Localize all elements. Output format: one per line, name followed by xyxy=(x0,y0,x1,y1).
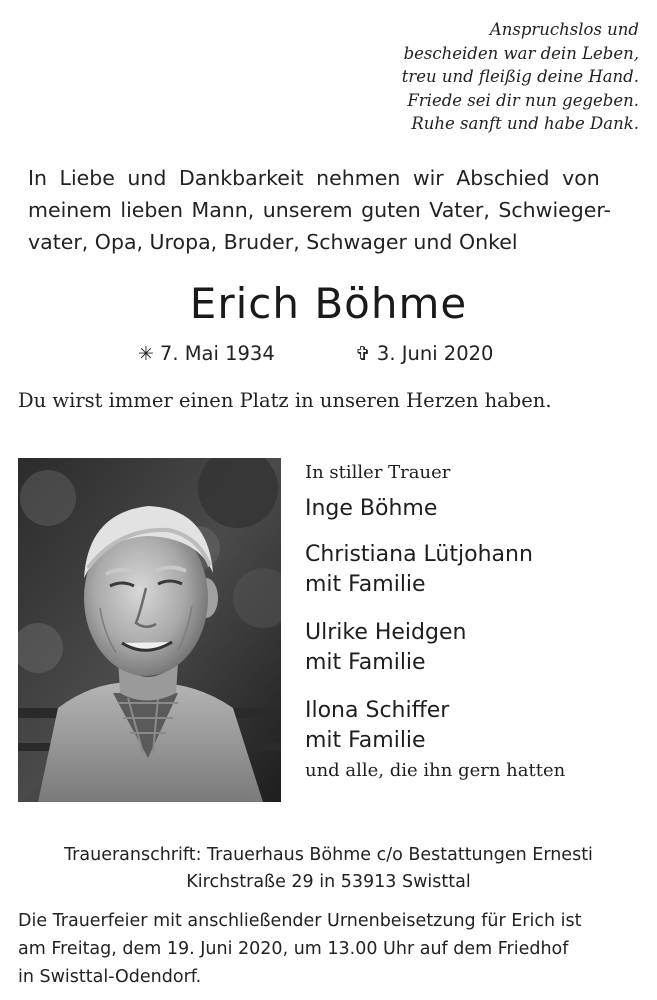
ceremony-line: Die Trauerfeier mit anschließender Urnenbeisetzung für Erich ist xyxy=(18,911,582,931)
intro-line: meinem lieben Mann, unserem guten Vater, Schwieger- xyxy=(28,198,611,222)
mourners-list xyxy=(305,460,645,784)
death-date xyxy=(355,340,493,368)
mourner-name: Ilona Schiffer xyxy=(305,698,450,723)
mourning-address xyxy=(0,842,657,896)
poem xyxy=(309,18,639,136)
poem-line: bescheiden war dein Leben, xyxy=(403,43,639,63)
ceremony-info xyxy=(18,907,640,991)
mourner-name: Ulrike Heidgen xyxy=(305,620,467,645)
mourners-closing: und alle, die ihn gern hatten xyxy=(305,760,566,781)
mourner-name: Inge Böhme xyxy=(305,496,438,521)
address-line: Traueranschrift: Trauerhaus Böhme c/o Bestattungen Ernesti xyxy=(64,845,593,865)
poem-line: Anspruchslos und xyxy=(489,20,639,39)
birth-date-text: 7. Mai 1934 xyxy=(159,342,275,365)
mourner-family: mit Familie xyxy=(305,572,426,597)
death-cross-icon: ✞ xyxy=(355,343,371,365)
birth-date xyxy=(138,340,275,368)
portrait-photo xyxy=(18,458,281,802)
mourner-family: mit Familie xyxy=(305,728,426,753)
mourners-heading: In stiller Trauer xyxy=(305,462,451,483)
poem-line: Friede sei dir nun gegeben. xyxy=(407,90,639,110)
mourner-name: Christiana Lütjohann xyxy=(305,542,533,567)
death-date-text: 3. Juni 2020 xyxy=(376,342,494,365)
poem-line: Ruhe sanft und habe Dank. xyxy=(411,114,639,133)
portrait-photo-icon xyxy=(18,458,281,802)
birth-star-icon: ✳ xyxy=(138,343,154,365)
ceremony-line: am Freitag, dem 19. Juni 2020, um 13.00 Uhr auf dem Friedhof xyxy=(18,939,569,959)
intro-line: vater, Opa, Uropa, Bruder, Schwager und Onkel xyxy=(28,230,518,254)
intro-line: In Liebe und Dankbarkeit nehmen wir Abschied von xyxy=(28,166,600,190)
deceased-name: Erich Böhme xyxy=(189,279,468,328)
address-line: Kirchstraße 29 in 53913 Swisttal xyxy=(186,872,471,892)
ceremony-line: in Swisttal-Odendorf. xyxy=(18,967,202,987)
intro-text xyxy=(28,162,634,258)
poem-line: treu und fleißig deine Hand. xyxy=(401,67,639,86)
mourner-family: mit Familie xyxy=(305,650,426,675)
memorial-quote: Du wirst immer einen Platz in unseren Herzen haben. xyxy=(18,389,552,412)
